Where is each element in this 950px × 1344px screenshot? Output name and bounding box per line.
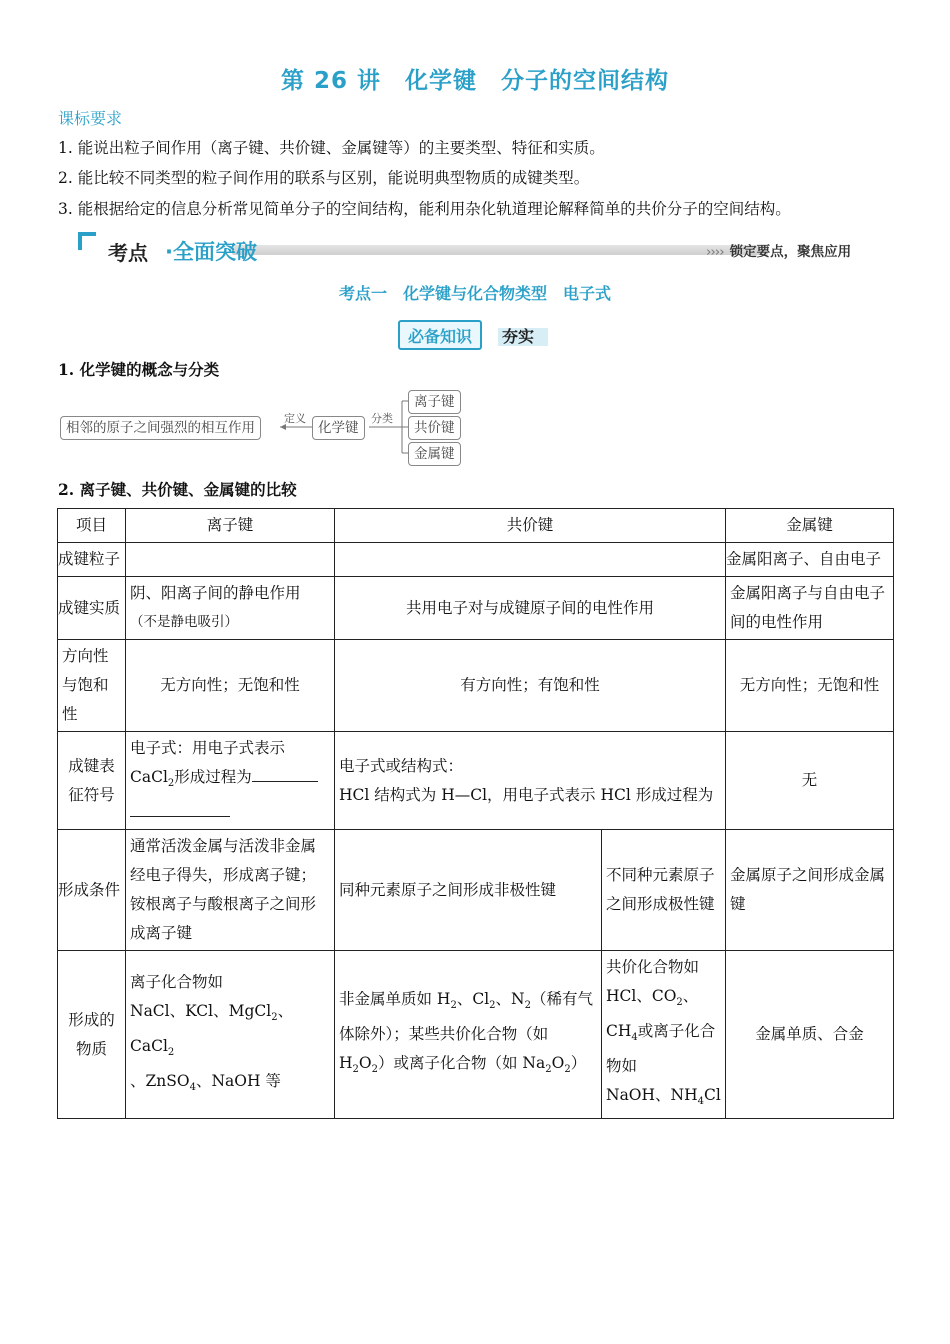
table-cell bbox=[126, 951, 335, 1119]
badge-left: 必备知识 bbox=[398, 320, 482, 350]
table-row bbox=[58, 543, 894, 577]
subscript: 2 bbox=[676, 997, 683, 1009]
banner-bar bbox=[232, 245, 768, 255]
cell-text-part: 、N bbox=[495, 990, 525, 1009]
comparison-table bbox=[57, 508, 894, 1119]
row-label: 方向性与饱和性 bbox=[58, 640, 126, 732]
header-cell: 金属键 bbox=[726, 509, 894, 543]
subscript: 2 bbox=[271, 1011, 278, 1023]
cell-text: 共价化合物如 bbox=[606, 958, 700, 977]
table-cell bbox=[335, 543, 726, 577]
cell-text-part: ） bbox=[570, 1054, 587, 1073]
table-cell: 不同种元素原子之间形成极性键 bbox=[602, 830, 726, 951]
subscript: 2 bbox=[545, 1064, 552, 1076]
table-row bbox=[58, 951, 894, 1119]
bond-diagram bbox=[56, 388, 476, 468]
answer-blank[interactable] bbox=[130, 816, 230, 817]
cell-text bbox=[130, 763, 330, 798]
arrows-icon: ›››› bbox=[706, 244, 724, 260]
section-title: 考点一 化学键与化合物类型 电子式 bbox=[338, 284, 611, 303]
cell-text-part: 非金属单质如 H bbox=[339, 990, 451, 1009]
subscript: 4 bbox=[189, 1081, 196, 1093]
table-cell bbox=[126, 543, 335, 577]
cell-text-part: O bbox=[551, 1054, 565, 1073]
table-cell: 通常活泼金属与活泼非金属经电子得失，形成离子键；铵根离子与酸根离子之间形成离子键 bbox=[126, 830, 335, 951]
cell-text bbox=[130, 798, 330, 827]
subscript: 4 bbox=[697, 1096, 704, 1108]
table-cell: 共用电子对与成键原子间的电性作用 bbox=[335, 577, 726, 640]
formula: NaCl、KCl、MgCl bbox=[130, 1001, 272, 1020]
subscript: 2 bbox=[524, 1000, 531, 1012]
banner-right bbox=[706, 240, 851, 260]
formula: NaOH、NH bbox=[606, 1086, 698, 1105]
banner-tag bbox=[78, 232, 278, 266]
cell-text: HCl 结构式为 H—Cl，用电子式表示 HCl 形成过程为 bbox=[339, 785, 714, 804]
subscript: 2 bbox=[371, 1064, 378, 1076]
subscript: 2 bbox=[167, 778, 175, 790]
table-cell bbox=[126, 732, 335, 830]
cell-text-part: 、Cl bbox=[456, 990, 490, 1009]
formula: 、NaOH 等 bbox=[195, 1071, 281, 1090]
header-cell: 离子键 bbox=[126, 509, 335, 543]
knowledge-badge bbox=[398, 318, 558, 348]
cell-text-part: H bbox=[339, 1054, 353, 1073]
page-title: 第 26 讲 化学键 分子的空间结构 bbox=[280, 68, 670, 94]
section-banner bbox=[72, 230, 882, 270]
formula: HCl、CO bbox=[606, 987, 677, 1006]
table-row bbox=[58, 509, 894, 543]
row-label: 成键表征符号 bbox=[58, 732, 126, 830]
cell-text: 电子式或结构式： bbox=[339, 756, 464, 775]
row-label: 成键粒子 bbox=[58, 543, 126, 577]
requirement-item: 2. 能比较不同类型的粒子间作用的联系与区别，能说明典型物质的成键类型。 bbox=[58, 169, 590, 187]
table-cell: 无方向性；无饱和性 bbox=[726, 640, 894, 732]
requirement-item: 1. 能说出粒子间作用（离子键、共价键、金属键等）的主要类型、特征和实质。 bbox=[58, 139, 605, 157]
table-row bbox=[58, 577, 894, 640]
answer-blank[interactable] bbox=[252, 781, 318, 782]
row-label: 形成的物质 bbox=[58, 951, 126, 1119]
subscript: 2 bbox=[489, 1000, 496, 1012]
cell-note: （不是静电吸引） bbox=[130, 614, 238, 630]
formula: Cl bbox=[703, 1086, 721, 1105]
table-row bbox=[58, 640, 894, 732]
cell-text bbox=[130, 1067, 330, 1102]
definition-label: 定义 bbox=[284, 412, 306, 425]
formula: 、CH bbox=[606, 987, 699, 1041]
cell-text-part: O bbox=[358, 1054, 372, 1073]
requirements-label: 课标要求 bbox=[58, 109, 123, 128]
classification-label: 分类 bbox=[371, 412, 393, 425]
definition-box: 相邻的原子之间强烈的相互作用 bbox=[60, 416, 261, 440]
heading-1: 1. 化学键的概念与分类 bbox=[58, 360, 220, 379]
table-cell bbox=[126, 577, 335, 640]
formula: 、ZnSO bbox=[130, 1071, 190, 1090]
banner-label-2: ·全面突破 bbox=[165, 240, 257, 264]
subscript: 2 bbox=[352, 1064, 359, 1076]
banner-right-text: 锁定要点，聚焦应用 bbox=[729, 244, 852, 260]
formula: CaCl bbox=[130, 768, 168, 786]
banner-label-1: 考点 bbox=[108, 241, 148, 265]
header-cell: 项目 bbox=[58, 509, 126, 543]
cell-text-part: ）或离子化合物（如 Na bbox=[378, 1054, 546, 1073]
table-cell: 金属原子之间形成金属键 bbox=[726, 830, 894, 951]
header-cell: 共价键 bbox=[335, 509, 726, 543]
subscript: 2 bbox=[564, 1064, 571, 1076]
cell-text-part: （稀有气体除外）；某些共价化合物（如 bbox=[339, 990, 593, 1044]
corner-icon bbox=[78, 232, 96, 250]
chemical-bond-box: 化学键 bbox=[312, 416, 365, 440]
table-cell bbox=[335, 951, 602, 1119]
row-label: 成键实质 bbox=[58, 577, 126, 640]
subscript: 4 bbox=[631, 1032, 638, 1044]
cell-text-part: 或离子化合物如 bbox=[606, 1022, 716, 1076]
cell-text: 离子化合物如 bbox=[130, 972, 224, 991]
cell-text: 电子式：用电子式表示 bbox=[130, 739, 286, 757]
table-cell: 金属单质、合金 bbox=[726, 951, 894, 1119]
cell-text bbox=[606, 1081, 721, 1116]
subscript: 2 bbox=[450, 1000, 457, 1012]
cell-text: 阴、阳离子间的静电作用 bbox=[130, 584, 301, 602]
table-cell: 金属阳离子与自由电子间的电性作用 bbox=[726, 577, 894, 640]
table-cell: 无方向性；无饱和性 bbox=[126, 640, 335, 732]
heading-2: 2. 离子键、共价键、金属键的比较 bbox=[58, 480, 297, 499]
cell-text bbox=[130, 997, 330, 1067]
table-cell: 无 bbox=[726, 732, 894, 830]
formula: 、CaCl bbox=[130, 1001, 294, 1055]
table-cell bbox=[602, 951, 726, 1119]
badge-right: 夯实 bbox=[502, 327, 535, 346]
table-cell: 金属阳离子、自由电子 bbox=[726, 543, 894, 577]
subscript: 2 bbox=[167, 1046, 175, 1058]
table-cell: 同种元素原子之间形成非极性键 bbox=[335, 830, 602, 951]
covalent-bond-box: 共价键 bbox=[408, 416, 461, 440]
table-row bbox=[58, 732, 894, 830]
requirement-item: 3. 能根据给定的信息分析常见简单分子的空间结构，能利用杂化轨道理论解释简单的共价分子的空间结构。 bbox=[58, 200, 791, 218]
table-cell: 有方向性；有饱和性 bbox=[335, 640, 726, 732]
metallic-bond-box: 金属键 bbox=[408, 442, 461, 466]
table-cell bbox=[335, 732, 726, 830]
row-label: 形成条件 bbox=[58, 830, 126, 951]
cell-text-part: 形成过程为 bbox=[174, 768, 252, 786]
table-row bbox=[58, 830, 894, 951]
cell-text bbox=[606, 982, 721, 1081]
ionic-bond-box: 离子键 bbox=[408, 390, 461, 414]
